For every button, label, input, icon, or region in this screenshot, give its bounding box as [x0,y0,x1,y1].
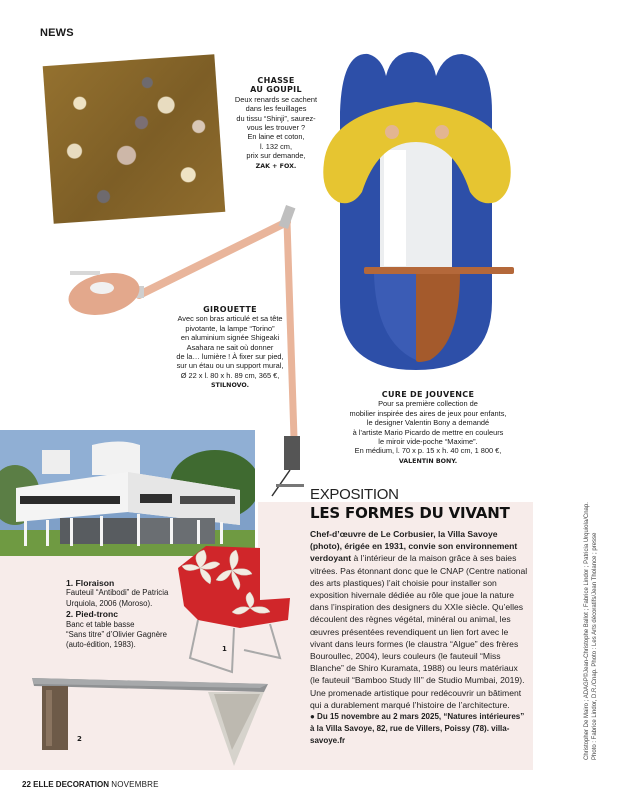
photo-credits [584,502,599,760]
caption-line: l. 132 cm, [259,141,293,151]
exposition-title: LES FORMES DU VIVANT [310,504,510,522]
caption-line: dans les feuillages [245,104,307,114]
caption-line: pivotante, la lampe “Torino” [185,323,275,333]
mirror-knob-right [435,125,449,139]
chair-marker-1: 1 [222,645,227,653]
caption-chasse [222,76,330,171]
caption-line: prix sur demande, [246,151,306,161]
caption-chasse-title-1: CHASSE [257,76,295,85]
caption-line: à l’artiste Mario Picardo de mettre en couleurs [352,427,504,437]
legend-item-2-title: 2. Pied-tronc [66,609,119,620]
caption-line: En laine et coton, [247,132,305,142]
caption-line: Deux renards se cachent [234,94,318,104]
legend-item-1-title: 1. Floraison [66,578,115,588]
bench-marker-2: 2 [77,735,82,743]
caption-line: Asahara ne sait où donner [186,342,274,352]
legend-item-1-text: Fauteuil “Antibodi” de Patricia [66,588,169,598]
caption-chasse-credit: ZAK + FOX. [255,162,297,170]
exposition-text: à l’intérieur de la maison grâce à ses baies vitrées. Pas étonnant donc que le CNAP (Centre national des arts plastiques) l’ait choisie pour installer son exposition hivernale dédiée au rôle que joue la nature dans l’inspiration des designers du XXIe siècle. Qu’elles découlent des règnes végétal, minéral ou animal, les œuvres présentées revendiquent un lien fort avec le vivant dans leurs formes (le claustra “Algue” des frères Bouroullec, 2004), leurs couleurs (le fauteuil “Miss Blanche” de Shiro Kuramata, 1988) ou leurs matériaux (le fauteuil “Bamboo Study III” de Studio Mumbai, 2019). Une promenade artistique pour redécouvrir un bâtiment qui a durablement marqué l’histoire de l’architecture. [310,553,528,710]
caption-line: sur un étau ou un support mural, [176,361,284,371]
exposition-kicker: EXPOSITION [310,486,399,503]
caption-line: le designer Valentin Bony a demandé [366,418,490,428]
caption-line: en aluminium signée Shigeaki [180,333,280,343]
caption-line: vous les trouver ? [246,123,306,133]
legend-item-2-text: “Sans titre” d’Olivier Gagnère [66,630,167,640]
exposition-lead: Chef-d’œuvre de Le Corbusier, la Villa Savoye (photo), érigée en 1931, convie son environnement verdoyant [310,529,518,564]
caption-line: Pour sa première collection de [378,399,478,409]
chair-antibodi-image [170,540,300,680]
magazine-name: ELLE DECORATION [33,780,109,789]
mirror-image [320,42,520,382]
villa-savoye-photo [0,430,255,556]
bench-image [28,670,278,770]
mirror-knob-left [385,125,399,139]
caption-line: du tissu “Shinji”, saurez- [236,113,316,123]
caption-girouette-title: GIROUETTE [203,305,257,314]
page-number: 22 [22,780,31,789]
issue-month: NOVEMBRE [111,780,159,789]
legend-item-2-text: (auto-édition, 1983). [66,640,136,650]
caption-line: Avec son bras articulé et sa tête [177,314,283,324]
caption-line: de la… lumière ! À fixer sur pied, [176,352,284,362]
caption-girouette [150,305,310,391]
exposition-body [310,528,528,748]
section-label: NEWS [40,27,74,39]
legend-item-1-text: Urquiola, 2006 (Moroso). [66,598,153,608]
caption-line: le miroir vide-poche “Maxime”. [378,437,478,447]
caption-jouvence [328,390,528,466]
caption-jouvence-title: CURE DE JOUVENCE [381,390,475,399]
caption-line: Ø 22 x l. 80 x h. 89 cm, 365 €, [180,370,280,380]
photo-credits-line-1: Christopher De Mairo ; ADAGP©Jean-Christophe Ballot ; Fabrice Lindor ; Patricia Urquiola/Cnap. [584,502,590,760]
fabric-swatch-image [43,54,226,224]
exposition-info-line-1: ● Du 15 novembre au 2 mars 2025, “Natures intérieures” [310,712,525,722]
caption-jouvence-credit: VALENTIN BONY. [398,457,458,465]
legend-item-2-text: Banc et table basse [66,619,135,629]
page-footer [22,780,159,789]
caption-chasse-title-2: AU GOUPIL [250,85,302,95]
caption-line: mobilier inspirée des aires de jeux pour enfants, [349,408,507,418]
caption-girouette-credit: STILNOVO. [210,382,249,390]
legend [66,578,186,651]
lamp-head [65,267,144,321]
exposition-info-line-2: à la Villa Savoye, 82, rue de Villers, Poissy (78). villa-savoye.fr [310,724,510,746]
mirror-shelf [364,267,514,274]
caption-line: En médium, l. 70 x p. 15 x h. 40 cm, 1 800 €, [354,446,502,456]
photo-credits-line-2: Photo : Fabrice Lindor, D.R./Cnap. Photo : Les Arts décoratifs/Jean Tholance ; presse [591,532,598,760]
